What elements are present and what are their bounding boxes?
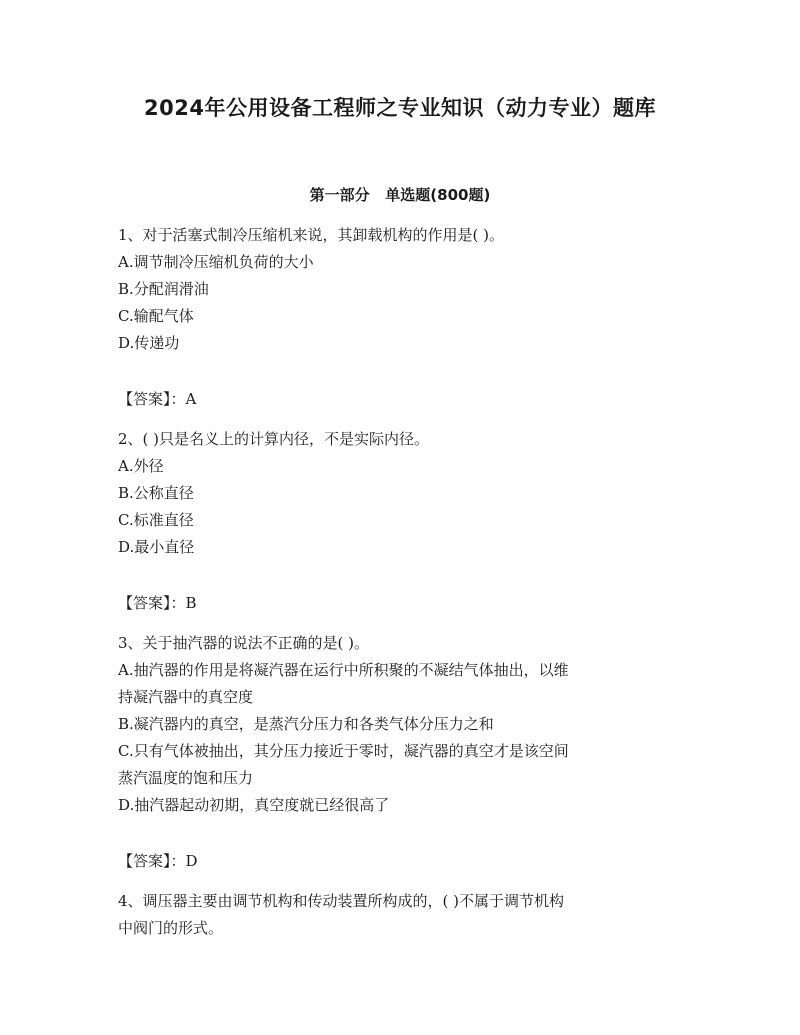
- option-a: A.调节制冷压缩机负荷的大小: [118, 253, 314, 271]
- answer-2: 【答案】：B: [118, 594, 197, 612]
- option-a-continued: 持凝汽器中的真空度: [118, 688, 254, 706]
- option-a: A.外径: [118, 457, 164, 475]
- option-b: B.凝汽器内的真空，是蒸汽分压力和各类气体分压力之和: [118, 715, 494, 733]
- option-d: D.传递功: [118, 334, 180, 352]
- question-stem: 4、调压器主要由调节机构和传动装置所构成的，( )不属于调节机构: [118, 892, 565, 910]
- question-4: [118, 888, 688, 942]
- section-title: [0, 184, 800, 205]
- document-title: 2024年公用设备工程师之专业知识（动力专业）题库: [144, 96, 656, 120]
- question-3: [118, 630, 688, 819]
- answer-1: 【答案】：A: [118, 390, 197, 408]
- section-title-text: 第一部分 单选题(800题): [309, 186, 491, 204]
- option-c: C.标准直径: [118, 511, 194, 529]
- question-2: [118, 426, 688, 561]
- question-stem: 1、对于活塞式制冷压缩机来说，其卸载机构的作用是( )。: [118, 226, 505, 244]
- answer-3: 【答案】：D: [118, 852, 198, 870]
- option-d: D.抽汽器起动初期，真空度就已经很高了: [118, 796, 390, 814]
- option-d: D.最小直径: [118, 538, 195, 556]
- question-stem: 3、关于抽汽器的说法不正确的是( )。: [118, 634, 370, 652]
- option-a: A.抽汽器的作用是将凝汽器在运行中所积聚的不凝结气体抽出，以维: [118, 661, 569, 679]
- option-c: C.输配气体: [118, 307, 194, 325]
- option-b: B.公称直径: [118, 484, 194, 502]
- question-1: [118, 222, 688, 357]
- option-c: C.只有气体被抽出，其分压力接近于零时，凝汽器的真空才是该空间: [118, 742, 569, 760]
- option-c-continued: 蒸汽温度的饱和压力: [118, 769, 254, 787]
- question-stem-continued: 中阀门的形式。: [118, 919, 224, 937]
- option-b: B.分配润滑油: [118, 280, 209, 298]
- question-stem: 2、( )只是名义上的计算内径，不是实际内径。: [118, 430, 430, 448]
